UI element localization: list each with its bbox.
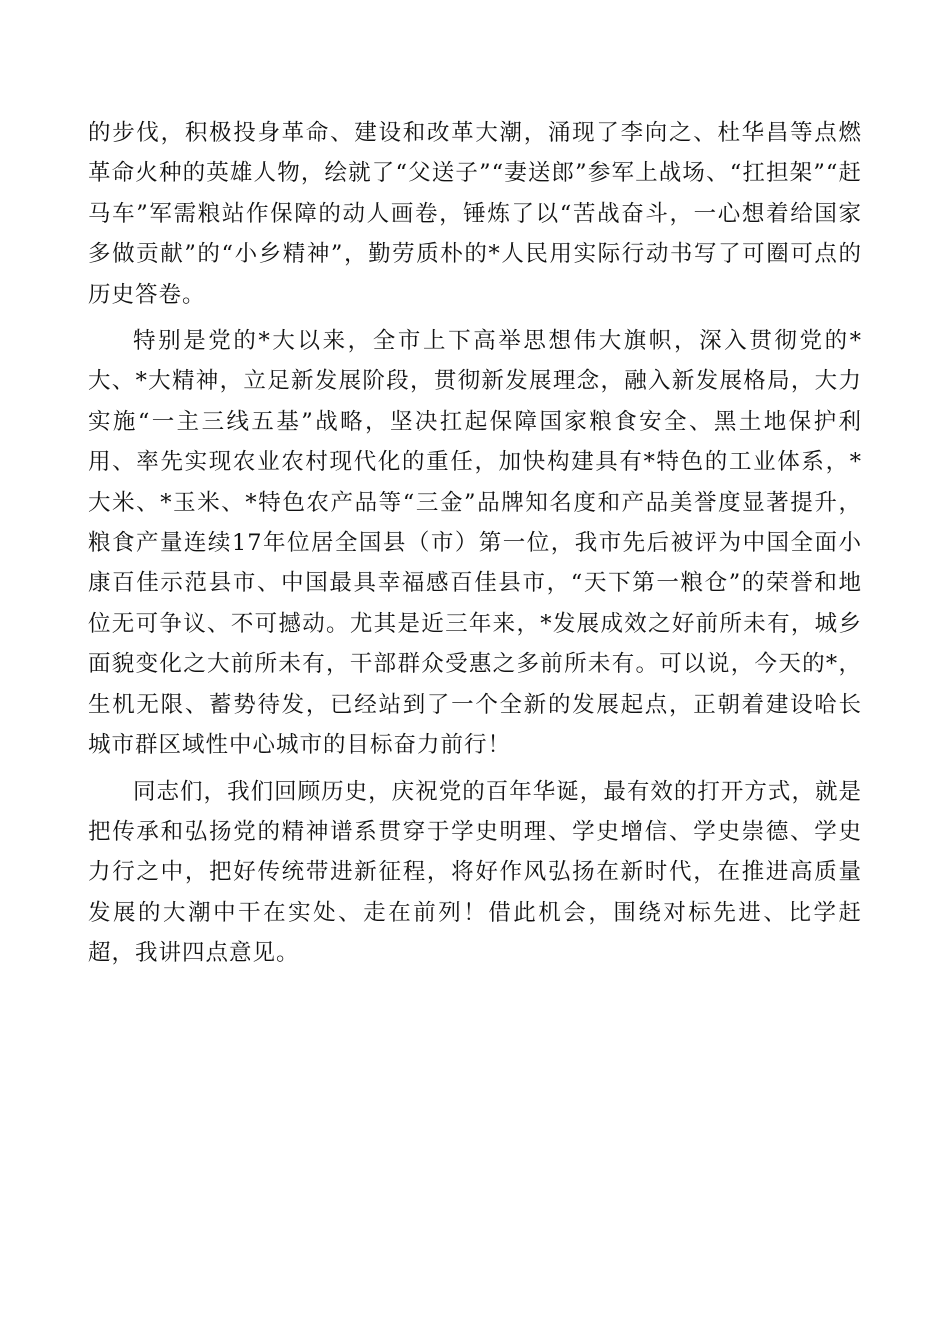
document-page bbox=[88, 113, 862, 974]
paragraph-recent-achievements: 特别是党的*大以来，全市上下高举思想伟大旗帜，深入贯彻党的*大、*大精神，立足新发展阶段，贯彻新发展理念，融入新发展格局，大力实施“一主三线五基”战略，坚决扛起保障国家粮食安全、黑土地保护利用、率先实现农业农村现代化的重任，加快构建具有*特色的工业体系，*大米、*玉米、*特色农产品等“三金”品牌知名度和产品美誉度显著提升，粮食产量连续17年位居全国县（市）第一位，我市先后被评为中国全面小康百佳示范县市、中国最具幸福感百佳县市，“天下第一粮仓”的荣誉和地位无可争议、不可撼动。尤其是近三年来，*发展成效之好前所未有，城乡面貌变化之大前所未有，干部群众受惠之多前所未有。可以说，今天的*，生机无限、蓄势待发，已经站到了一个全新的发展起点，正朝着建设哈长城市群区域性中心城市的目标奋力前行！ bbox=[88, 328, 862, 759]
paragraph-history-review: 的步伐，积极投身革命、建设和改革大潮，涌现了李向之、杜华昌等点燃革命火种的英雄人物，绘就了“父送子”“妻送郎”参军上战场、“扛担架”“赶马车”军需粮站作保障的动人画卷，锤炼了以“苦战奋斗，一心想着给国家多做贡献”的“小乡精神”，勤劳质朴的*人民用实际行动书写了可圈可点的历史答卷。 bbox=[88, 120, 862, 308]
paragraph-closing-remarks: 同志们，我们回顾历史，庆祝党的百年华诞，最有效的打开方式，就是把传承和弘扬党的精神谱系贯穿于学史明理、学史增信、学史崇德、学史力行之中，把好传统带进新征程，将好作风弘扬在新时代，在推进高质量发展的大潮中干在实处、走在前列！借此机会，围绕对标先进、比学赶超，我讲四点意见。 bbox=[88, 778, 862, 967]
